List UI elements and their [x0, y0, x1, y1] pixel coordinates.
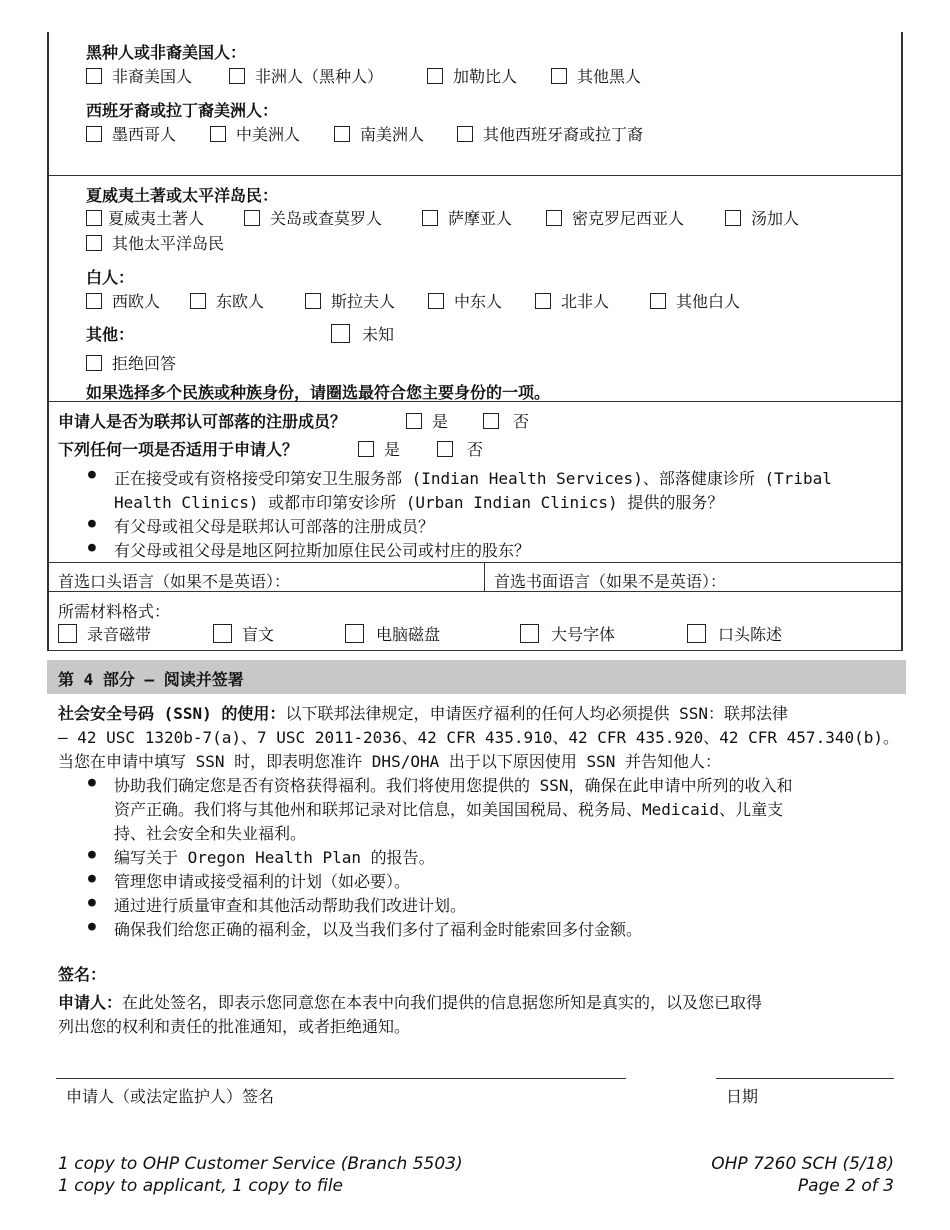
checkbox[interactable] [190, 293, 206, 309]
bullet-dot: ● [88, 847, 96, 862]
applicant-paragraph [58, 990, 762, 1013]
row-divider [47, 175, 903, 176]
format-option[interactable]: 电脑磁盘 [345, 622, 440, 645]
applicant-text: 在此处签名，即表示您同意您在本表中向我们提供的信息据您所知是真实的，以及您已取得 [122, 993, 763, 1012]
checkbox[interactable] [422, 210, 438, 226]
white-option[interactable]: 北非人 [535, 289, 609, 312]
checkbox[interactable] [334, 126, 350, 142]
black-option[interactable]: 非洲人（黑种人） [229, 64, 383, 87]
date-label: 日期 [726, 1087, 759, 1106]
format-option[interactable]: 口头陈述 [687, 622, 782, 645]
hispanic-option[interactable]: 中美洲人 [210, 122, 300, 145]
checkbox[interactable] [551, 68, 567, 84]
checkbox[interactable] [244, 210, 260, 226]
applies-no-option[interactable]: 否 [437, 437, 483, 460]
ssn-bullet: 编写关于 Oregon Health Plan 的报告。 [114, 848, 435, 867]
formats-label: 所需材料格式： [58, 602, 171, 621]
applies-item: 有父母或祖父母是联邦认可部落的注册成员？ [114, 517, 435, 536]
written-language-field[interactable]: 首选书面语言（如果不是英语）： [494, 572, 727, 591]
bullet-dot: ● [88, 516, 96, 531]
ssn-bullet: 管理您申请或接受福利的计划（如必要）。 [114, 872, 411, 891]
ssn-text: 以下联邦法律规定，申请医疗福利的任何人均必须提供 SSN：联邦法律 [285, 704, 788, 723]
checkbox[interactable] [535, 293, 551, 309]
format-option[interactable]: 录音磁带 [58, 622, 151, 645]
checkbox[interactable] [427, 68, 443, 84]
checkbox[interactable] [86, 126, 102, 142]
checkbox[interactable] [546, 210, 562, 226]
pacific-option[interactable]: 夏威夷土著人 [86, 206, 204, 229]
applies-item: 正在接受或有资格接受印第安卫生服务部 (Indian Health Services)、部落健康诊所 (Tribal [114, 469, 832, 488]
table-bottom-border [47, 650, 903, 651]
pacific-option[interactable]: 萨摩亚人 [422, 206, 512, 229]
white-option[interactable]: 斯拉夫人 [305, 289, 395, 312]
footer-right-1: OHP 7260 SCH (5/18) [711, 1154, 894, 1174]
black-option[interactable]: 非裔美国人 [86, 64, 192, 87]
black-option[interactable]: 加勒比人 [427, 64, 517, 87]
checkbox[interactable] [86, 235, 102, 251]
format-option[interactable]: 大号字体 [520, 622, 615, 645]
checkbox[interactable] [428, 293, 444, 309]
pacific-option[interactable]: 密克罗尼西亚人 [546, 206, 684, 229]
unknown-option[interactable]: 未知 [331, 322, 394, 345]
checkbox[interactable] [58, 624, 77, 643]
tribe-question: 申请人是否为联邦认可部落的注册成员？ [58, 412, 347, 431]
signature-heading: 签名： [58, 965, 107, 984]
bullet-dot: ● [88, 919, 96, 934]
ssn-bullet: 协助我们确定您是否有资格获得福利。我们将使用您提供的 SSN，确保在此申请中所列的收入和 [114, 776, 793, 795]
checkbox[interactable] [358, 441, 374, 457]
row-divider [484, 562, 485, 591]
hispanic-option[interactable]: 南美洲人 [334, 122, 424, 145]
tribe-yes-option[interactable]: 是 [406, 409, 448, 432]
bullet-dot: ● [88, 540, 96, 555]
applies-question: 下列任何一项是否适用于申请人？ [58, 440, 299, 459]
white-option[interactable]: 西欧人 [86, 289, 160, 312]
footer-right-2: Page 2 of 3 [797, 1176, 894, 1196]
tribe-no-option[interactable]: 否 [483, 409, 529, 432]
checkbox[interactable] [650, 293, 666, 309]
other-label: 其他： [86, 325, 135, 344]
white-option[interactable]: 中东人 [428, 289, 502, 312]
pacific-heading: 夏威夷土著或太平洋岛民： [86, 186, 279, 205]
black-option[interactable]: 其他黑人 [551, 64, 641, 87]
footer-left-2: 1 copy to applicant, 1 copy to file [58, 1176, 344, 1196]
checkbox[interactable] [86, 68, 102, 84]
ssn-bullet: 确保我们给您正确的福利金，以及当我们多付了福利金时能索回多付金额。 [114, 920, 643, 939]
table-right-border [901, 32, 903, 651]
checkbox[interactable] [345, 624, 364, 643]
ssn-law: – 42 USC 1320b-7(a)、7 USC 2011-2036、42 CFR 435.910、42 CFR 435.920、42 CFR 457.340(b)。 [58, 728, 899, 747]
ssn-bold: 社会安全号码 (SSN) 的使用： [58, 704, 286, 723]
checkbox[interactable] [457, 126, 473, 142]
signature-label: 申请人（或法定监护人）签名 [66, 1087, 275, 1106]
ssn-bullet: 通过进行质量审查和其他活动帮助我们改进计划。 [114, 896, 467, 915]
decline-option[interactable]: 拒绝回答 [86, 351, 176, 374]
pacific-option[interactable]: 关岛或查莫罗人 [244, 206, 382, 229]
hispanic-option[interactable]: 墨西哥人 [86, 122, 176, 145]
checkbox[interactable] [437, 441, 453, 457]
checkbox[interactable] [213, 624, 232, 643]
checkbox[interactable] [406, 413, 422, 429]
footer-left-1: 1 copy to OHP Customer Service (Branch 5503) [58, 1154, 463, 1174]
checkbox[interactable] [331, 324, 350, 343]
white-option[interactable]: 其他白人 [650, 289, 740, 312]
section4-title: 第 4 部分 – 阅读并签署 [58, 670, 244, 689]
checkbox[interactable] [687, 624, 706, 643]
white-heading: 白人： [86, 268, 135, 287]
white-option[interactable]: 东欧人 [190, 289, 264, 312]
date-line[interactable] [716, 1078, 894, 1079]
bullet-dot: ● [88, 895, 96, 910]
checkbox[interactable] [520, 624, 539, 643]
checkbox[interactable] [725, 210, 741, 226]
row-divider [47, 562, 903, 563]
pacific-option[interactable]: 汤加人 [725, 206, 799, 229]
checkbox[interactable] [86, 293, 102, 309]
ssn-bullet: 持、社会安全和失业福利。 [114, 824, 307, 843]
bullet-dot: ● [88, 775, 96, 790]
pacific-option[interactable]: 其他太平洋岛民 [86, 231, 224, 254]
multi-race-note: 如果选择多个民族或种族身份，请圈选最符合您主要身份的一项。 [86, 383, 551, 402]
checkbox[interactable] [229, 68, 245, 84]
checkbox[interactable] [86, 355, 102, 371]
format-option[interactable]: 盲文 [213, 622, 274, 645]
ssn-bullet: 资产正确。我们将与其他州和联邦记录对比信息，如美国国税局、税务局、Medicaid、儿童支 [114, 800, 784, 819]
ssn-paragraph [58, 701, 788, 724]
spoken-language-field[interactable]: 首选口头语言（如果不是英语）： [58, 572, 291, 591]
checkbox[interactable] [210, 126, 226, 142]
applies-yes-option[interactable]: 是 [358, 437, 400, 460]
ssn-consent: 当您在申请中填写 SSN 时，即表明您准许 DHS/OHA 出于以下原因使用 SSN 并告知他人： [58, 752, 722, 771]
black-heading: 黑种人或非裔美国人： [86, 43, 247, 62]
hispanic-heading: 西班牙裔或拉丁裔美洲人： [86, 101, 279, 120]
applies-item: 有父母或祖父母是地区阿拉斯加原住民公司或村庄的股东？ [114, 541, 531, 560]
bullet-dot: ● [88, 871, 96, 886]
bullet-dot: ● [88, 467, 96, 482]
signature-line[interactable] [56, 1078, 626, 1079]
checkbox[interactable] [305, 293, 321, 309]
checkbox[interactable] [86, 210, 102, 226]
applicant-text-2: 列出您的权利和责任的批准通知，或者拒绝通知。 [58, 1017, 411, 1036]
applies-item: Health Clinics) 或都市印第安诊所 (Urban Indian Clinics) 提供的服务？ [114, 493, 724, 512]
hispanic-option[interactable]: 其他西班牙裔或拉丁裔 [457, 122, 643, 145]
checkbox[interactable] [483, 413, 499, 429]
applicant-bold: 申请人： [58, 993, 123, 1012]
table-left-border [47, 32, 49, 651]
